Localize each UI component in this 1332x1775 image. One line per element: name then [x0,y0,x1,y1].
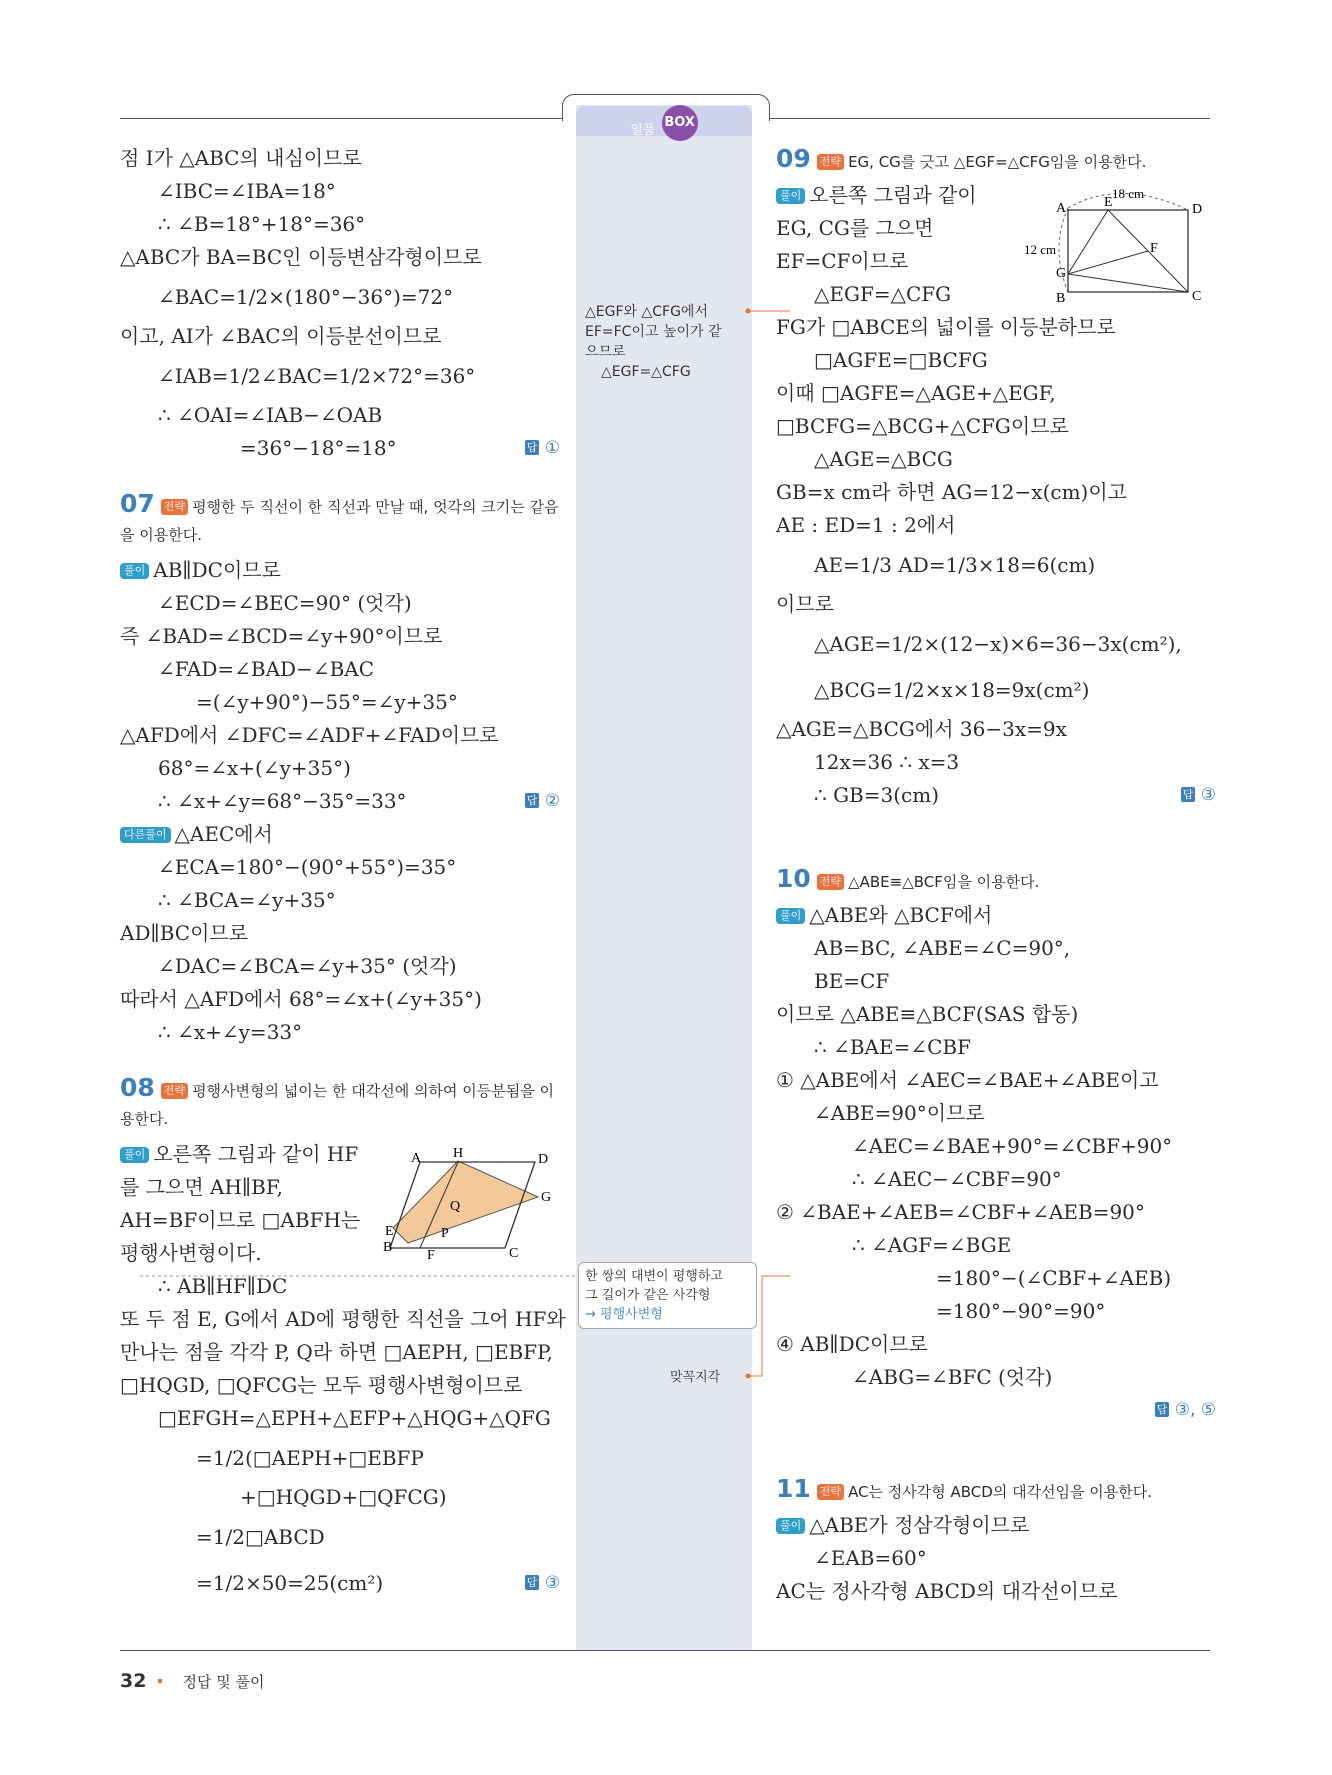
text-line: △AFD에서 ∠DFC=∠ADF+∠FAD이므로 [120,723,499,747]
problem-11-header [776,1472,1216,1505]
answer-value: ③ [544,1573,560,1593]
text-line: 점 I가 △ABC의 내심이므로 [120,146,362,170]
fig-label: D [538,1152,549,1167]
note-line: → 평행사변형 [585,1307,663,1322]
text-line: ① △ABE에서 ∠AEC=∠BAE+∠ABE이고 [776,1068,1159,1092]
text-line: ④ AB∥DC이므로 [776,1332,928,1356]
fig-label: Q [450,1199,461,1214]
text-line: =(∠y+90°)−55°=∠y+35° [196,690,458,714]
text-line: ∴ ∠OAI=∠IAB−∠OAB [158,403,383,427]
text-line: =180°−(∠CBF+∠AEB) [936,1266,1172,1290]
fig-label: A [1056,201,1067,216]
fig-label: P [441,1226,449,1241]
problem-number: 09 [776,144,811,173]
side-note-vertical-angle: 맞꼭지각 [670,1370,721,1385]
text-line: △EGF=△CFG [814,282,952,306]
solution-tag: 풀이 [776,908,805,924]
right-column [776,142,1216,1608]
text-line: EF=CF이므로 [776,249,909,273]
text-line: ② ∠BAE+∠AEB=∠CBF+∠AEB=90° [776,1200,1145,1224]
solution-tag: 풀이 [776,188,805,204]
text-span: ∴ ∠x+∠y=68°−35°=33° [158,789,407,813]
text-line: 이므로 △ABE≡△BCF(SAS 합동) [776,1002,1079,1026]
problem-10-header [776,862,1216,895]
text-line: △BCG=1/2×x×18=9x(cm²) [814,678,1090,702]
text-line: 또 두 점 E, G에서 AD에 평행한 직선을 그어 HF와 [120,1307,566,1331]
answer-icon: 답 [526,794,538,807]
answer-value: ③, ⑤ [1174,1400,1216,1420]
fig-label: E [385,1224,394,1239]
rectangle-figure [1020,186,1215,306]
text-line: ∴ ∠x+∠y=33° [158,1020,303,1044]
text-line: AE : ED=1 : 2에서 [776,513,956,537]
fig-label: F [1150,241,1158,256]
text-line: ∠DAC=∠BCA=∠y+35° (엇각) [158,954,457,978]
page-number: 32 [120,1670,147,1692]
text-span: ∴ GB=3(cm) [814,783,940,807]
text-line: +□HQGD+□QFCG) [240,1485,447,1509]
text-line: 이고, AI가 ∠BAC의 이등분선이므로 [120,324,442,348]
text-line: AE=1/3 AD=1/3×18=6(cm) [814,553,1096,577]
text-line: ∠ECD=∠BEC=90° (엇각) [158,591,412,615]
problem-09-header [776,142,1216,175]
text-line: FG가 □ABCE의 넓이를 이등분하므로 [776,315,1116,339]
text-line: ∠IBC=∠IBA=18° [158,179,336,203]
strategy-tag: 전략 [817,874,844,890]
strategy-text: 평행사변형의 넓이는 한 대각선에 의하여 이등분됨을 이용한다. [120,1082,554,1128]
text-span: △AEC에서 [174,822,273,846]
text-line: =1/2□ABCD [196,1525,325,1549]
text-line: AB=BC, ∠ABE=∠C=90°, [814,936,1071,960]
strategy-tag: 전략 [817,1484,844,1500]
note-line: △EGF와 △CFG에서 [585,304,708,320]
text-line: 를 그으면 AH∥BF, [120,1175,283,1199]
strategy-text: EG, CG를 긋고 △EGF=△CFG임을 이용한다. [848,153,1147,171]
answer-value: ① [544,438,560,458]
text-span: 오른쪽 그림과 같이 HF [153,1142,359,1166]
strategy-text: AC는 정사각형 ABCD의 대각선임을 이용한다. [848,1483,1153,1501]
text-span: =36°−18°=18° [240,436,397,460]
strategy-tag: 전략 [817,154,844,170]
answer-icon: 답 [1156,1403,1168,1416]
text-line: ∠BAC=1/2×(180°−36°)=72° [158,285,454,309]
text-span: =1/2×50=25(cm²) [196,1571,384,1595]
text-line: ∴ AB∥HF∥DC [158,1274,288,1298]
box-label: 일품 [630,123,656,138]
fig-label: A [411,1151,422,1166]
text-line [776,1394,1216,1427]
solution-tag: 풀이 [776,1518,805,1534]
fig-label: B [1056,291,1066,306]
answer-icon: 답 [1182,788,1194,801]
text-line: ∴ ∠B=18°+18°=36° [158,212,366,236]
rectangle-abcd [1068,210,1188,292]
text-line: EG, CG를 그으면 [776,216,934,240]
text-line: 12x=36 ∴ x=3 [814,750,960,774]
problem-number: 08 [120,1073,155,1102]
text-span: △ABE가 정삼각형이므로 [809,1513,1030,1537]
text-line: ∠IAB=1/2∠BAC=1/2×72°=36° [158,364,476,388]
fig-label: E [1104,195,1113,210]
text-line: ∠ABE=90°이므로 [814,1101,985,1125]
text-line: AD∥BC이므로 [120,921,249,945]
text-line: =1/2(□AEPH+□EBFP [196,1446,424,1470]
text-line [776,899,1216,932]
text-line: 평행사변형이다. [120,1241,262,1265]
fig-label: 12 cm [1024,242,1057,257]
text-line: GB=x cm라 하면 AG=12−x(cm)이고 [776,480,1127,504]
fig-label: G [541,1190,552,1205]
box-badge: BOX [662,105,698,141]
text-line: 만나는 점을 각각 P, Q라 하면 □AEPH, □EBFP, [120,1340,553,1364]
text-line: ∴ ∠AEC−∠CBF=90° [852,1167,1062,1191]
fig-label: 18 cm [1112,186,1145,201]
problem-number: 10 [776,864,811,893]
text-line: ∴ ∠BAE=∠CBF [814,1035,971,1059]
text-line: 68°=∠x+(∠y+35°) [158,756,351,780]
text-line: ∠AEC=∠BAE+90°=∠CBF+90° [852,1134,1173,1158]
text-line: 이므로 [776,592,834,616]
strategy-tag: 전략 [161,1083,188,1099]
fig-label: H [453,1146,464,1161]
text-line: □AGFE=□BCFG [814,348,988,372]
text-line: =180°−90°=90° [936,1299,1106,1323]
text-line: ∴ ∠BCA=∠y+35° [158,888,336,912]
text-span: 오른쪽 그림과 같이 [809,183,977,207]
answer [1155,1394,1216,1427]
text-line [776,779,1216,812]
note-line: 그 길이가 같은 사각형 [585,1288,711,1303]
text-line: △AGE=1/2×(12−x)×6=36−3x(cm²), [814,632,1182,656]
solution-tag: 풀이 [120,1147,149,1163]
text-line: ∠FAD=∠BAD−∠BAC [158,657,375,681]
text-line [776,1509,1216,1542]
text-line: ∠ABG=∠BFC (엇각) [852,1365,1053,1389]
text-span: AB∥DC이므로 [153,558,281,582]
spacer [776,1427,1216,1472]
note-line: EF=FC이고 높이가 같 [585,324,722,340]
text-line: ∠ECA=180°−(90°+55°)=35° [158,855,457,879]
footer-dot [158,1679,162,1683]
text-line: △AGE=△BCG에서 36−3x=9x [776,717,1067,741]
alt-solution-tag: 다른풀이 [120,827,171,843]
fig-label: C [509,1246,519,1261]
text-line: △AGE=△BCG [814,447,953,471]
page-footer [120,1670,264,1692]
problem-number: 07 [120,489,155,518]
fig-label: D [1192,202,1203,217]
segment-gc [1068,274,1188,292]
text-line: △ABC가 BA=BC인 이등변삼각형이므로 [120,245,482,269]
strategy-tag: 전략 [161,499,188,515]
spacer [776,812,1216,862]
text-line: BE=CF [814,969,890,993]
text-line: 이때 □AGFE=△AGE+△EGF, [776,381,1056,405]
solution-tag: 풀이 [120,563,149,579]
text-span: △ABE와 △BCF에서 [809,903,993,927]
text-line: 따라서 △AFD에서 68°=∠x+(∠y+35°) [120,987,482,1011]
text-line: AH=BF이므로 □ABFH는 [120,1208,361,1232]
answer-icon: 답 [526,441,538,454]
answer [1181,779,1216,812]
text-line: ∴ ∠AGF=∠BGE [852,1233,1012,1257]
text-line: □HQGD, □QFCG는 모두 평행사변형이므로 [120,1373,523,1397]
note-line: 으므로 [585,344,626,360]
fig-label: C [1192,289,1202,304]
text-line: AC는 정사각형 ABCD의 대각선이므로 [776,1579,1118,1603]
answer-value: ② [544,791,560,811]
strategy-text: △ABE≡△BCF임을 이용한다. [848,873,1040,891]
fig-label: F [427,1248,435,1263]
connector-dot [746,1374,751,1379]
footer-label: 정답 및 풀이 [182,1673,265,1691]
text-line: ∠EAB=60° [814,1546,927,1570]
strategy-text: 평행한 두 직선이 한 직선과 만날 때, 엇각의 크기는 같음을 이용한다. [120,498,559,544]
fig-label: G [1056,266,1067,281]
text-line: □EFGH=△EPH+△EFP+△HQG+△QFG [158,1406,551,1430]
fig-label: B [383,1240,393,1255]
answer-icon: 답 [526,1576,538,1589]
note-line: 한 쌍의 대변이 평행하고 [585,1269,723,1284]
text-line: 즉 ∠BAD=∠BCD=∠y+90°이므로 [120,624,443,648]
problem-number: 11 [776,1474,811,1503]
answer-value: ③ [1200,785,1216,805]
text-line: □BCFG=△BCG+△CFG이므로 [776,414,1069,438]
connector-dot [746,309,751,314]
note-line: △EGF=△CFG [601,364,691,380]
